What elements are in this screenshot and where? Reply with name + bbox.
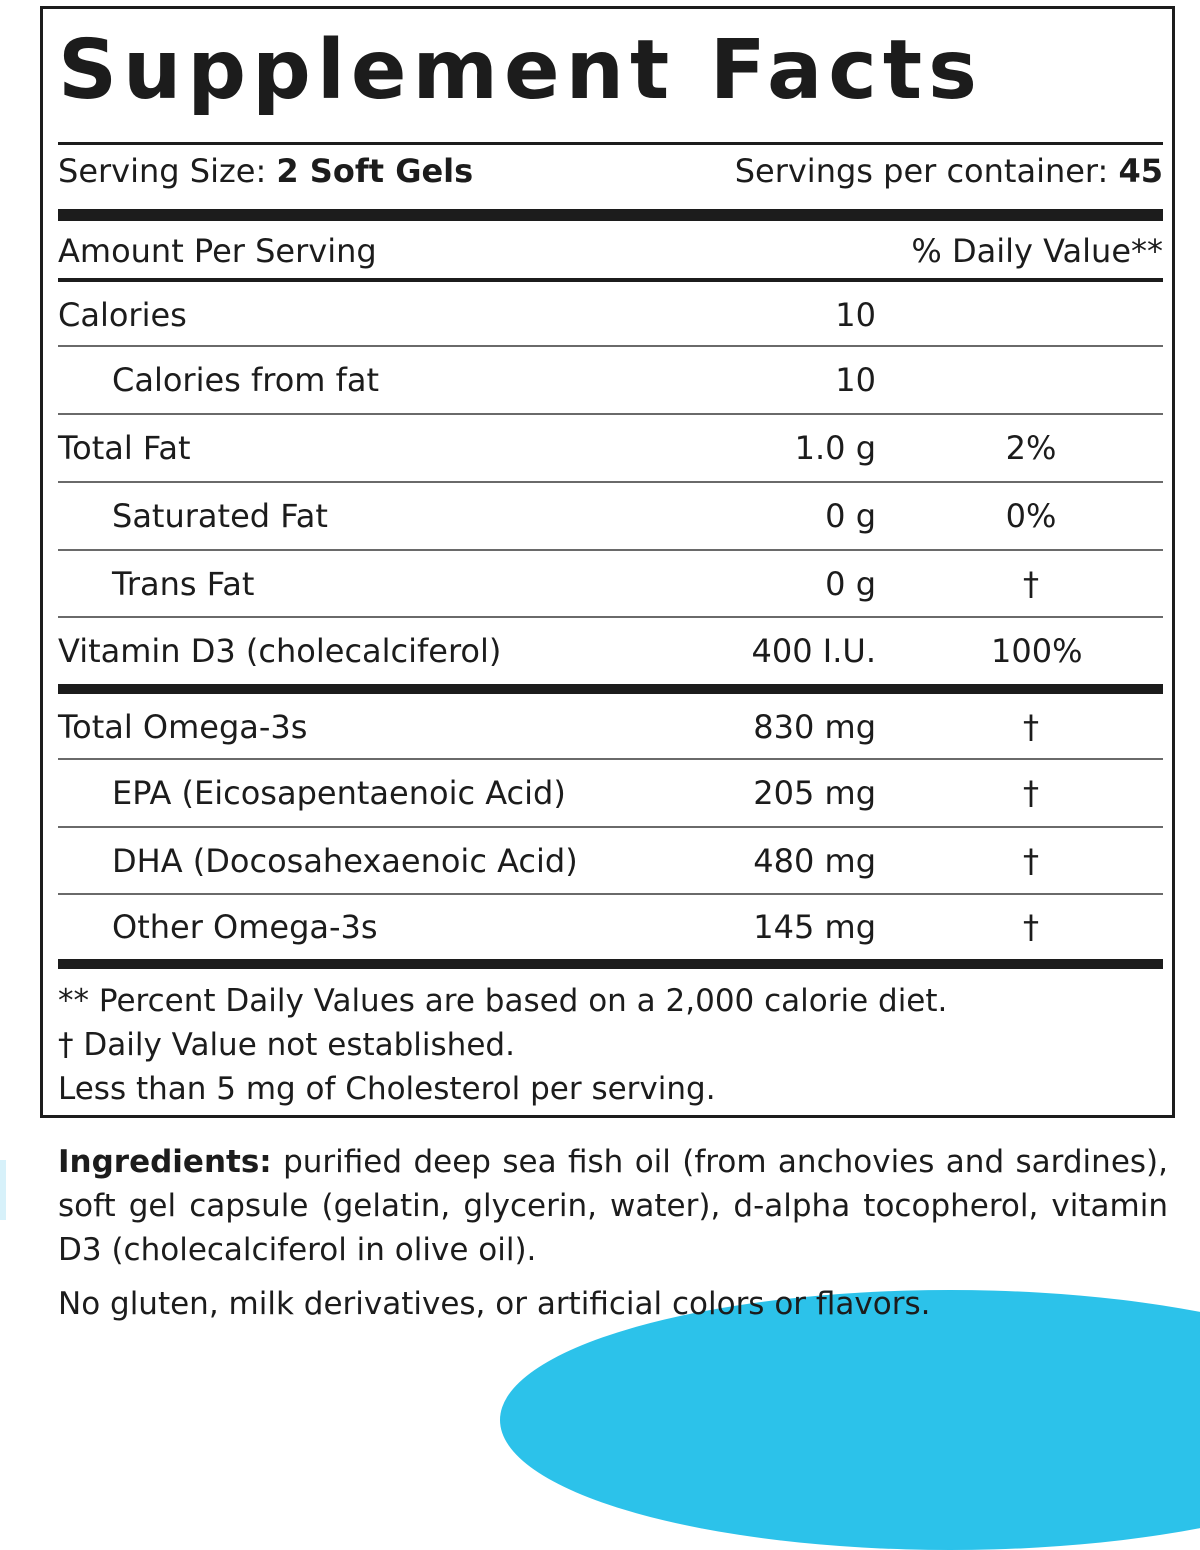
nutrient-name: EPA (Eicosapentaenoic Acid) xyxy=(112,774,566,812)
allergen-statement: No gluten, milk derivatives, or artificial colors or flavors. xyxy=(58,1286,931,1322)
serving-size-label: Serving Size: xyxy=(58,152,267,190)
nutrient-amount: 10 xyxy=(835,361,876,399)
nutrient-amount: 205 mg xyxy=(753,774,876,812)
servings-per-container xyxy=(735,145,1163,197)
ingredients-label: Ingredients: xyxy=(58,1144,272,1180)
footnote-dagger: † Daily Value not established. xyxy=(58,1027,515,1063)
thick-divider xyxy=(58,959,1163,969)
nutrient-daily-value: † xyxy=(1023,774,1039,812)
table-row xyxy=(58,618,1163,684)
nutrient-name: DHA (Docosahexaenoic Acid) xyxy=(112,842,578,880)
nutrient-amount: 145 mg xyxy=(753,908,876,946)
footnote-daily-values: ** Percent Daily Values are based on a 2,000 calorie diet. xyxy=(58,983,948,1019)
footnotes xyxy=(58,979,947,1111)
nutrient-daily-value: † xyxy=(1023,708,1039,746)
table-header-row xyxy=(58,223,1163,279)
table-row xyxy=(58,760,1163,826)
decorative-blue-edge xyxy=(0,1160,6,1220)
table-row xyxy=(58,695,1163,759)
amount-per-serving-header: Amount Per Serving xyxy=(58,232,377,270)
nutrient-daily-value: 0% xyxy=(1005,497,1057,535)
servings-per-container-value: 45 xyxy=(1118,152,1163,190)
decorative-blue-shape xyxy=(500,1290,1200,1550)
table-row xyxy=(58,483,1163,549)
table-row xyxy=(58,895,1163,959)
ingredients-text: purified deep sea fish oil (from anchovies and sardines), soft gel capsule (gelatin, glycerin, water), d-alpha tocopherol, vitamin D3 (cholecalciferol in olive oil). xyxy=(58,1144,1168,1268)
nutrient-amount: 10 xyxy=(835,296,876,334)
nutrient-daily-value: † xyxy=(1023,565,1039,603)
nutrient-daily-value: † xyxy=(1023,908,1039,946)
nutrient-amount: 830 mg xyxy=(753,708,876,746)
serving-size-value: 2 Soft Gels xyxy=(276,152,474,190)
nutrient-amount: 480 mg xyxy=(753,842,876,880)
nutrient-name: Other Omega-3s xyxy=(112,908,378,946)
nutrient-daily-value: 2% xyxy=(1005,429,1057,467)
header-divider xyxy=(58,278,1163,282)
thick-divider xyxy=(58,209,1163,221)
daily-value-header: % Daily Value** xyxy=(911,232,1163,270)
thick-divider xyxy=(58,684,1163,694)
table-row xyxy=(58,347,1163,413)
nutrient-amount: 0 g xyxy=(825,565,876,603)
servings-per-container-label: Servings per container: xyxy=(734,152,1109,190)
nutrient-daily-value: 100% xyxy=(991,632,1083,670)
serving-size xyxy=(58,145,473,197)
nutrient-name: Total Fat xyxy=(58,429,191,467)
nutrient-amount: 0 g xyxy=(825,497,876,535)
nutrient-amount: 1.0 g xyxy=(794,429,876,467)
nutrient-name: Vitamin D3 (cholecalciferol) xyxy=(58,632,502,670)
serving-info xyxy=(58,145,1163,197)
ingredients-statement xyxy=(58,1140,1168,1272)
nutrient-name: Calories xyxy=(58,296,187,334)
nutrient-name: Trans Fat xyxy=(112,565,255,603)
footnote-cholesterol: Less than 5 mg of Cholesterol per serving. xyxy=(58,1071,716,1107)
nutrient-daily-value: † xyxy=(1023,842,1039,880)
nutrient-name: Calories from fat xyxy=(112,361,380,399)
nutrient-name: Total Omega-3s xyxy=(58,708,308,746)
table-row xyxy=(58,415,1163,481)
nutrient-amount: 400 I.U. xyxy=(751,632,876,670)
table-row xyxy=(58,285,1163,345)
panel-title: Supplement Facts xyxy=(58,23,983,118)
table-row xyxy=(58,551,1163,617)
supplement-facts-panel xyxy=(40,6,1175,1118)
table-row xyxy=(58,828,1163,894)
nutrient-name: Saturated Fat xyxy=(112,497,328,535)
